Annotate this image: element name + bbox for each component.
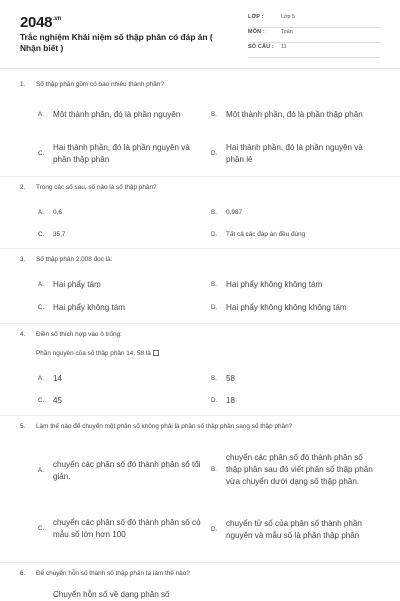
- option-d[interactable]: D. chuyển tử số của phân số thành phần nguyên và mẫu số là phần thập phân: [211, 519, 362, 540]
- option-a[interactable]: A. Hai phẩy tám: [38, 280, 101, 289]
- question-6: 6. Để chuyển hỗn số thành số thập phân ta làm thế nào?: [20, 570, 190, 577]
- question-divider: [0, 415, 400, 416]
- option-a[interactable]: A. 0,6: [38, 208, 62, 216]
- question-1: [20, 81, 382, 88]
- meta-panel: [248, 14, 380, 59]
- option-b[interactable]: B. 58: [211, 374, 236, 383]
- question-divider: [0, 248, 400, 249]
- question-2: 2. Trong các số sau, số nào là số thập phân?: [20, 184, 157, 191]
- option-c[interactable]: C. Hai thành phần, đó là phần nguyên và phần thập phân: [38, 143, 190, 164]
- option-a[interactable]: A. chuyển các phân số đó thành phân số tối giản.: [38, 460, 201, 481]
- option-d[interactable]: D. Hai thành phần, đó là phần nguyên và phần lẻ: [211, 143, 363, 164]
- site-logo[interactable]: $2048^{.vn}$: [20, 14, 61, 31]
- option-d[interactable]: D. Tất cả các đáp án đều đúng: [211, 230, 306, 238]
- option-a[interactable]: A. Một thành phần, đó là phần nguyên: [38, 110, 181, 119]
- answer-box-icon[interactable]: [153, 350, 159, 356]
- option-c[interactable]: C. 35,7: [38, 230, 66, 238]
- question-divider: [0, 323, 400, 324]
- question-5: 5. Làm thế nào để chuyển một phân số không phải là phân số thập phân sang số thập phân?: [20, 423, 293, 430]
- question-4: 4. Điền số thích hợp vào ô trống: Phần nguyên của số thập phân 14, 58 là: [20, 331, 382, 357]
- option-c[interactable]: C. 45: [38, 396, 63, 405]
- meta-question-count: SỐ CÂU : 11: [248, 44, 380, 58]
- question-divider: [0, 562, 400, 563]
- header: [0, 0, 400, 66]
- meta-subject: MÔN : Toán: [248, 29, 380, 43]
- option-b[interactable]: B. chuyển các phân số đó thành phân số thập phân sau đó viết phân số thập phân vừa chuyển dưới dạng số thập phân.: [211, 453, 373, 486]
- question-3: 3. Số thập phân 2,008 đọc là:: [20, 256, 113, 263]
- option-c[interactable]: C. Hai phẩy không tám: [38, 303, 125, 312]
- header-divider: [0, 68, 400, 69]
- option-c[interactable]: C. chuyển các phân số đó thành phân số có mẫu số lớn hơn 100: [38, 518, 201, 539]
- option-b[interactable]: B. 0,987: [211, 208, 242, 216]
- page-title: Trắc nghiệm Khái niệm số thập phân có đáp án ( Nhận biết ): [20, 32, 213, 53]
- option-d[interactable]: D. 18: [211, 396, 236, 405]
- option-a[interactable]: A. 14: [38, 374, 63, 383]
- meta-grade: LỚP : Lớp 5: [248, 14, 380, 28]
- question-divider: [0, 176, 400, 177]
- option-d[interactable]: D. Hai phẩy không không không tám: [211, 303, 347, 312]
- question-text: 1. Số thập phân gồm có bao nhiêu thành phần?: [20, 81, 164, 88]
- option-b[interactable]: B. Hai phẩy không không tám: [211, 280, 323, 289]
- option-a[interactable]: Chuyển hỗn số về dạng phân số: [53, 590, 170, 599]
- option-b[interactable]: B. Một thành phần, đó là phần thập phân: [211, 110, 363, 119]
